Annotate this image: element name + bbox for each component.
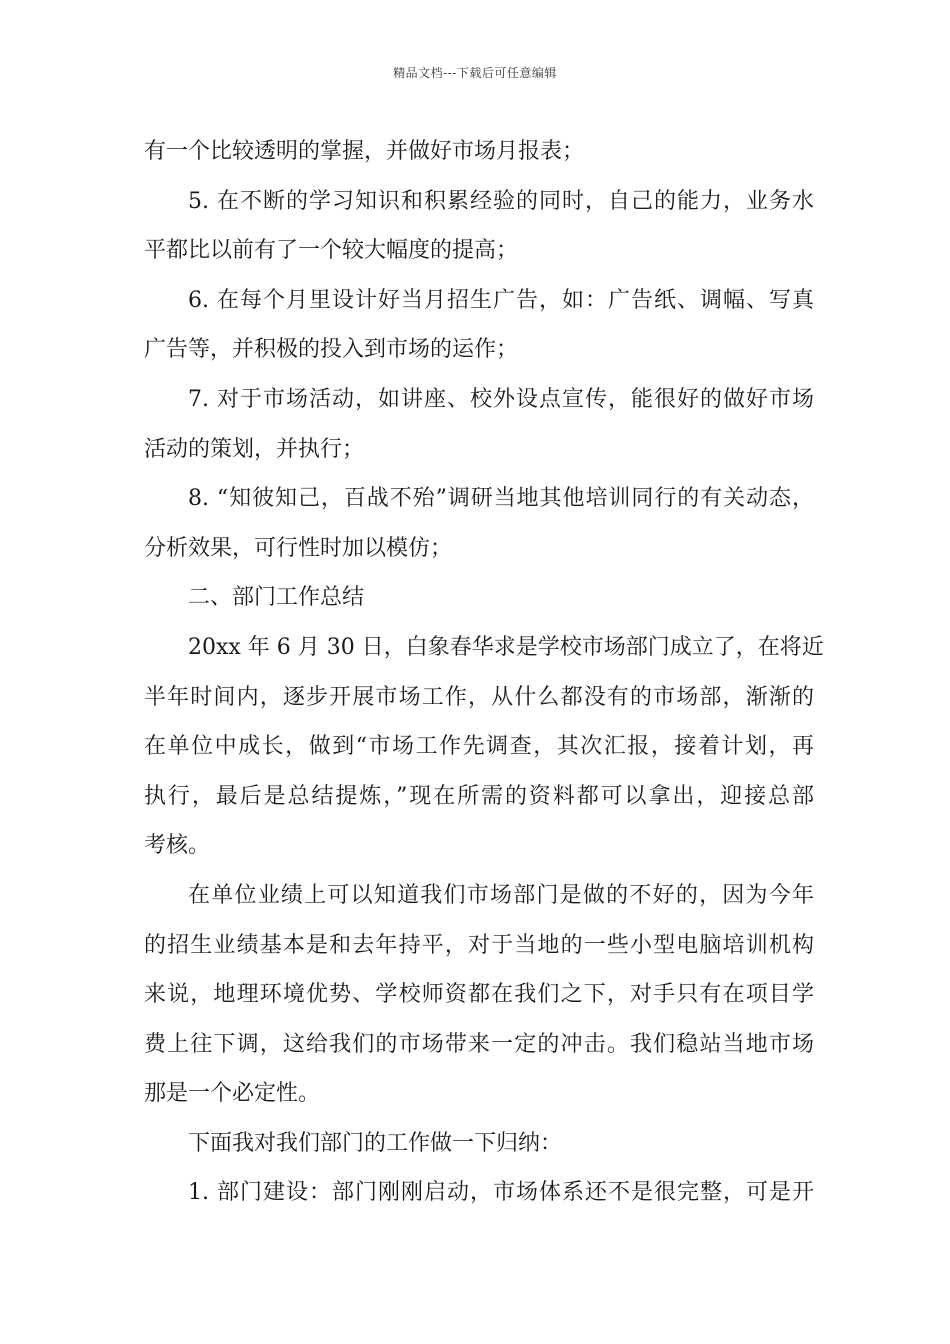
text-line: 半年时间内，逐步开展市场工作，从什么都没有的市场部，渐渐的: [144, 684, 814, 710]
text-line: 1. 部门建设：部门刚刚启动，市场体系还不是很完整，可是开: [188, 1180, 814, 1206]
page-header: 精品文档---下载后可任意编辑: [393, 66, 557, 80]
text-line: 5. 在不断的学习知识和积累经验的同时，自己的能力，业务水: [188, 188, 814, 214]
text-line: 费上往下调，这给我们的市场带来一定的冲击。我们稳站当地市场: [144, 1031, 814, 1057]
text-line: 平都比以前有了一个较大幅度的提高；: [144, 238, 519, 264]
text-line: 执行，最后是总结提炼，”现在所需的资料都可以拿出，迎接总部: [144, 783, 814, 809]
text-line: 来说，地理环境优势、学校师资都在我们之下，对手只有在项目学: [144, 982, 814, 1008]
text-line: 活动的策划，并执行；: [144, 436, 365, 462]
text-line: 的招生业绩基本是和去年持平，对于当地的一些小型电脑培训机构: [144, 932, 814, 958]
text-line: 8. “知彼知己，百战不殆”调研当地其他培训同行的有关动态，: [188, 486, 814, 512]
text-line: 那是一个必定性。: [144, 1081, 321, 1107]
text-line: 二、部门工作总结: [188, 585, 365, 611]
text-line: 广告等，并积极的投入到市场的运作；: [144, 337, 519, 363]
text-line: 在单位业绩上可以知道我们市场部门是做的不好的，因为今年: [188, 882, 814, 908]
text-line: 考核。: [144, 833, 211, 859]
text-line: 7. 对于市场活动，如讲座、校外设点宣传，能很好的做好市场: [188, 386, 814, 412]
text-line: 分析效果，可行性时加以模仿；: [144, 535, 453, 561]
text-line: 下面我对我们部门的工作做一下归纳：: [188, 1130, 563, 1156]
text-line: 20xx 年 6 月 30 日，白象春华求是学校市场部门成立了，在将近: [188, 634, 824, 660]
document-body: [144, 127, 824, 1218]
text-line: 有一个比较透明的掌握，并做好市场月报表；: [144, 139, 585, 164]
text-line: 在单位中成长，做到“市场工作先调查，其次汇报，接着计划，再: [144, 734, 814, 760]
text-line: 6. 在每个月里设计好当月招生广告，如：广告纸、调幅、写真: [188, 287, 814, 313]
